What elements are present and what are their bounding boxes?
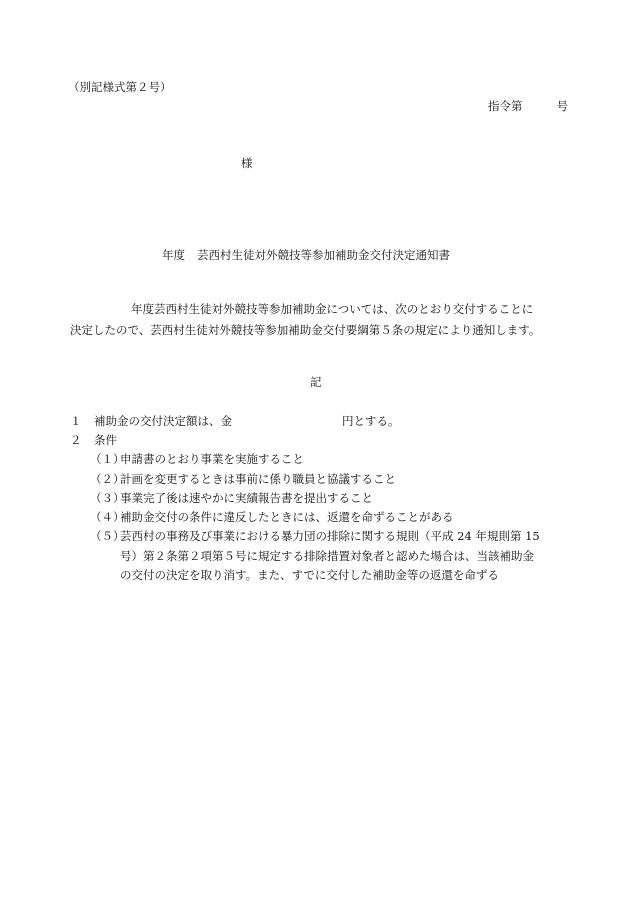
condition-3-text: 事業完了後は速やかに実績報告書を提出すること [120,491,373,505]
item-1-number: １ [70,414,82,428]
title-text: 芸西村生徒対外競技等参加補助金交付決定通知書 [197,248,450,262]
condition-1-number: （１） [90,452,125,466]
condition-4-text: 補助金交付の条件に違反したときには、返還を命ずることがある [120,510,454,524]
condition-1 [90,454,304,466]
item-2-number: ２ [70,433,82,447]
condition-4 [90,512,454,524]
title-year: 年度 [162,248,185,262]
condition-1-text: 申請書のとおり事業を実施すること [120,452,304,466]
body-line-2: 決定したので、芸西村生徒対外競技等参加補助金交付要綱第５条の規定により通知します。 [70,323,541,337]
condition-3 [90,493,373,505]
condition-5-text: 芸西村の事務及び事業における暴力団の排除に関する規則（平成 24 年規則第 15 [120,529,540,543]
order-prefix: 指令第 [488,99,523,113]
body-line-1: 年度芸西村生徒対外競技等参加補助金については、次のとおり交付することに [131,302,534,316]
item-1-text: 補助金の交付決定額は、金 [94,414,232,428]
form-label: （別記様式第２号） [68,80,172,94]
order-suffix: 号 [556,99,568,113]
addressee-honorific: 様 [241,156,253,170]
item-2-conditions [70,435,117,447]
condition-2 [90,474,396,486]
condition-2-text: 計画を変更するときは事前に係り職員と協議すること [120,472,396,486]
condition-5 [90,531,540,543]
item-1-grant-amount [70,416,400,428]
order-number [488,101,568,113]
document-title [162,250,450,262]
condition-5-number: （５） [90,529,125,543]
condition-5-continuation-1: 号）第２条第２項第５号に規定する排除措置対象者と認めた場合は、当該補助金 [120,549,534,563]
condition-5-continuation-2: の交付の決定を取り消す。また、すでに交付した補助金等の返還を命ずる [120,568,499,582]
item-2-text: 条件 [94,433,117,447]
ki-heading: 記 [310,375,322,389]
item-1-suffix: 円とする。 [342,414,400,428]
condition-2-number: （２） [90,472,125,486]
condition-3-number: （３） [90,491,125,505]
condition-4-number: （４） [90,510,125,524]
